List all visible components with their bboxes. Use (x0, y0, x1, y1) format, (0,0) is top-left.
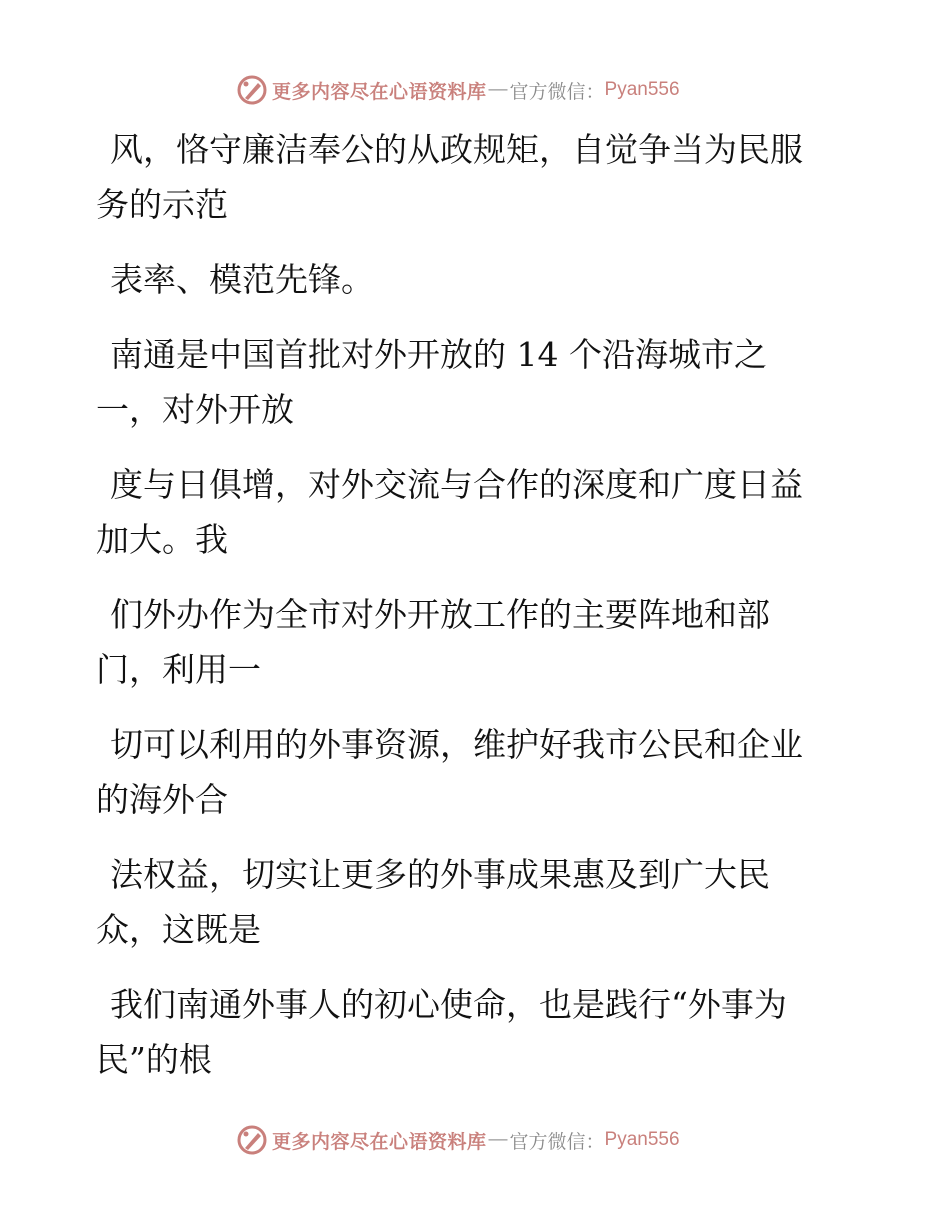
paragraph (96, 587, 836, 697)
watermark-wechat-id: Pyan556 (604, 79, 680, 100)
paragraph-line: 法权益，切实让更多的外事成果惠及到广大民 (110, 855, 770, 894)
paragraph-line: 度与日俱增，对外交流与合作的深度和广度日益 (110, 465, 803, 504)
watermark-wechat-id: Pyan556 (604, 1129, 680, 1150)
paragraph (96, 457, 836, 567)
paragraph-line: 的海外合 (96, 780, 228, 819)
paragraph (96, 717, 836, 827)
paragraph-line: 南通是中国首批对外开放的 14 个沿海城市之 (110, 335, 767, 374)
paragraph (96, 977, 836, 1087)
pen-logo-icon (236, 74, 268, 106)
paragraph (96, 252, 836, 307)
paragraph-line: 们外办作为全市对外开放工作的主要阵地和部 (110, 595, 770, 634)
watermark-main-text: 更多内容尽在心语资料库 (272, 1130, 487, 1153)
paragraph-line: 民”的根 (96, 1040, 212, 1079)
header-watermark (236, 72, 680, 108)
watermark-dash: — (488, 79, 508, 100)
watermark-dash: — (488, 1129, 508, 1150)
paragraph-line: 我们南通外事人的初心使命，也是践行“外事为 (110, 985, 787, 1024)
paragraph-line: 众，这既是 (96, 910, 261, 949)
watermark-sub-text: 官方微信： (509, 81, 605, 103)
paragraph (96, 122, 836, 232)
paragraph (96, 847, 836, 957)
watermark-main-text: 更多内容尽在心语资料库 (272, 80, 487, 103)
paragraph-line: 门，利用一 (96, 650, 261, 689)
paragraph-line: 务的示范 (96, 185, 228, 224)
paragraph-line: 表率、模范先锋。 (110, 260, 374, 299)
footer-watermark (236, 1122, 680, 1158)
pen-logo-icon (236, 1124, 268, 1156)
paragraph-line: 切可以利用的外事资源，维护好我市公民和企业 (110, 725, 803, 764)
paragraph (96, 327, 836, 437)
paragraph-line: 加大。我 (96, 520, 228, 559)
paragraph-line: 风，恪守廉洁奉公的从政规矩，自觉争当为民服 (110, 130, 803, 169)
document-body (96, 122, 836, 1107)
paragraph-line: 一，对外开放 (96, 390, 294, 429)
watermark-sub-text: 官方微信： (509, 1131, 605, 1153)
